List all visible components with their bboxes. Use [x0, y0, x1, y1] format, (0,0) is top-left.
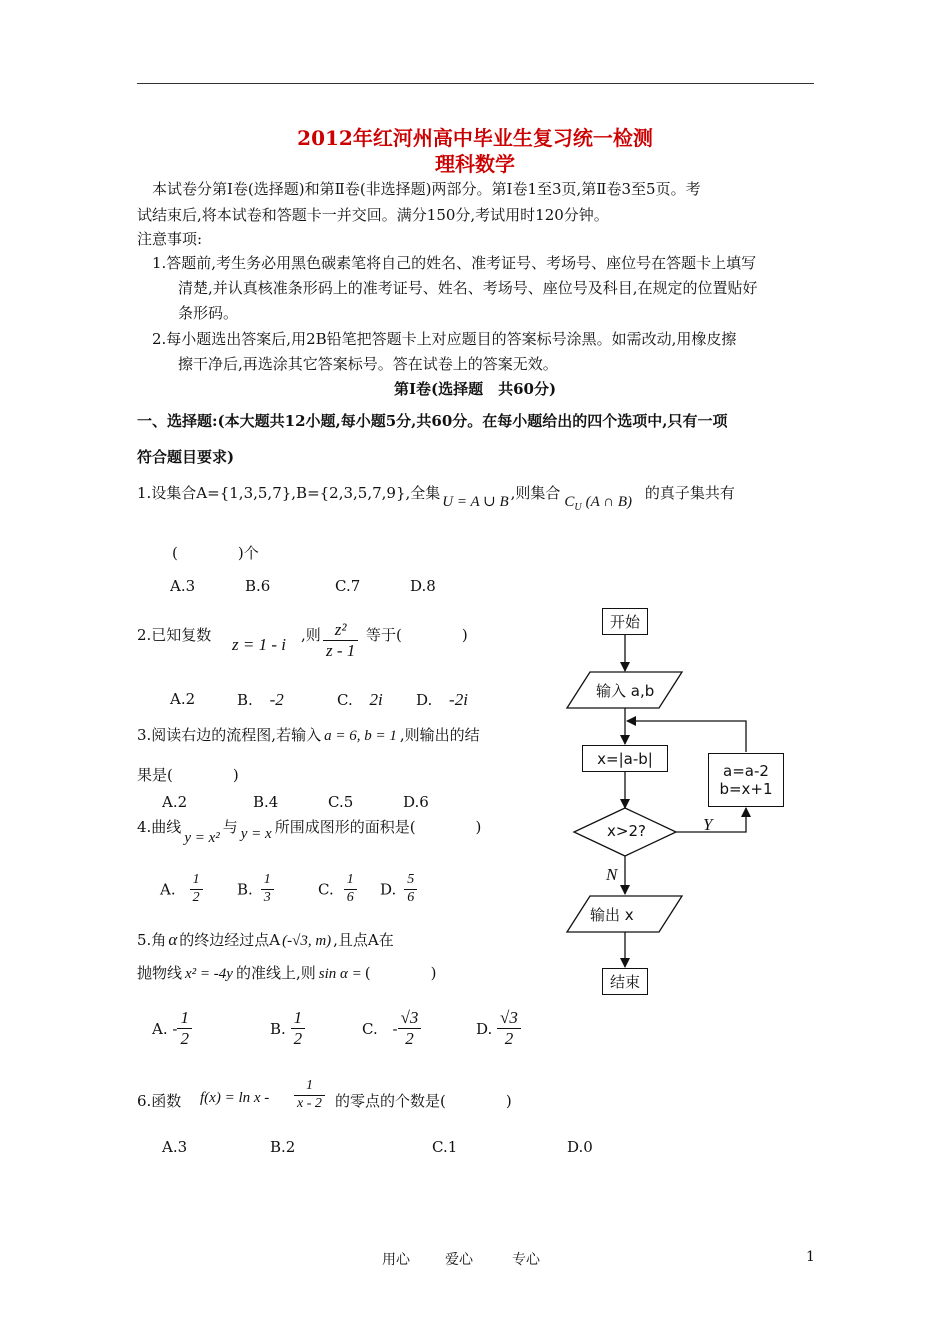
q2-math-z: z = 1 - i	[232, 635, 286, 654]
q5-option-a: A. - $\frac{1}{2}$	[152, 1008, 192, 1050]
q3-option-c: C.5	[328, 793, 354, 811]
q6-math-f: f(x) = ln x -	[200, 1090, 270, 1106]
q6-option-c: C.1	[432, 1138, 458, 1156]
q4-option-d: D. $\frac{5}{6}$	[380, 872, 417, 907]
note-1-line-3: 条形码。	[178, 304, 239, 322]
q2-text-c: 等于( )	[366, 626, 468, 644]
flowchart-condition: x>2?	[607, 822, 646, 840]
q1-option-c: C.7	[335, 577, 361, 595]
q1-option-b: B.6	[245, 577, 271, 595]
q6-option-b: B.2	[270, 1138, 296, 1156]
note-1-line-1: 1.答题前,考生务必用黑色碳素笔将自己的姓名、准考证号、考场号、座位号在答题卡上填写	[152, 254, 757, 272]
note-2-line-2: 擦干净后,再选涂其它答案标号。答在试卷上的答案无效。	[178, 355, 558, 373]
page-number: 1	[806, 1249, 815, 1265]
flowchart-update-b: b=x+1	[719, 780, 773, 798]
q5-option-b: B. $\frac{1}{2}$	[270, 1008, 305, 1050]
flowchart-start: 开始	[602, 608, 648, 635]
flowchart-no-label: N	[606, 865, 618, 884]
q3-line-2: 果是( )	[137, 766, 239, 784]
exam-title: 2012年红河州高中毕业生复习统一检测	[297, 126, 653, 150]
section-instruction-line-2: 符合题目要求)	[137, 448, 235, 466]
q1-math-complement: $C_U$ (A ∩ B)	[564, 494, 633, 513]
flowchart-end: 结束	[602, 968, 648, 995]
notes-heading: 注意事项:	[137, 230, 203, 248]
q1-option-d: D.8	[410, 577, 436, 595]
q2-fraction: $\frac{\text{z²}}{z - 1}$	[323, 620, 358, 662]
q1-answer-blank: ( )个	[172, 544, 259, 562]
flowchart-input: 输入 a,b	[596, 682, 655, 700]
q3-option-d: D.6	[403, 793, 429, 811]
question-3: 3.阅读右边的流程图,若输入 a = 6, b = 1 ,则输出的结	[137, 726, 480, 744]
question-5-line-2: 抛物线 x² = -4y 的准线上,则 sin α = ( )	[137, 964, 437, 982]
q1-math-universe: U = A ∪ B	[442, 494, 509, 510]
q2-option-d: D. -2i	[416, 690, 468, 709]
intro-line-1: 本试卷分第Ⅰ卷(选择题)和第Ⅱ卷(非选择题)两部分。第Ⅰ卷1至3页,第Ⅱ卷3至5页。考	[152, 180, 701, 198]
q6-option-a: A.3	[162, 1138, 188, 1156]
question-4: 4.曲线y = x²与 y = x 所围成图形的面积是( )	[137, 818, 482, 846]
q3-option-b: B.4	[253, 793, 279, 811]
flowchart-yes-label: Y	[703, 815, 713, 834]
q6-text-b: 的零点的个数是( )	[335, 1092, 512, 1110]
footer-motto-2: 爱心	[445, 1252, 473, 1268]
flowchart-update	[708, 753, 784, 807]
exam-subtitle: 理科数学	[435, 152, 515, 176]
section-instruction-line-1: 一、选择题:(本大题共12小题,每小题5分,共60分。在每小题给出的四个选项中,只有一项	[137, 412, 728, 430]
footer-motto-3: 专心	[512, 1252, 540, 1268]
q5-option-d: D. $\frac{√3}{2}$	[476, 1008, 521, 1050]
flowchart-output: 输出 x	[590, 906, 634, 924]
footer-motto-1: 用心	[382, 1252, 410, 1268]
q4-option-b: B. $\frac{1}{3}$	[237, 872, 274, 907]
q1-option-a: A.3	[170, 577, 196, 595]
note-1-line-2: 清楚,并认真核准条形码上的准考证号、姓名、考场号、座位号及科目,在规定的位置贴好	[178, 279, 758, 297]
q2-text-b: ,则	[301, 626, 321, 644]
q6-fraction: $\frac{1}{x - 2}$	[294, 1078, 325, 1113]
intro-line-2: 试结束后,将本试卷和答题卡一并交回。满分150分,考试用时120分钟。	[137, 206, 609, 224]
note-2-line-1: 2.每小题选出答案后,用2B铅笔把答题卡上对应题目的答案标号涂黑。如需改动,用橡皮擦	[152, 330, 737, 348]
q3-option-a: A.2	[162, 793, 188, 811]
q2-text-a: 2.已知复数	[137, 626, 212, 644]
q6-text-a: 6.函数	[137, 1092, 182, 1110]
q1-text-a: 1.设集合A={1,3,5,7},B={2,3,5,7,9},全集	[137, 484, 441, 502]
q4-option-c: C. $\frac{1}{6}$	[318, 872, 357, 907]
q2-option-a: A.2	[170, 690, 196, 708]
q5-option-c: C. - $\frac{√3}{2}$	[362, 1008, 421, 1050]
q1-text-c: 的真子集共有	[644, 484, 735, 502]
q2-option-b: B. -2	[237, 690, 284, 709]
flowchart-assign: x=|a-b|	[582, 745, 668, 772]
flowchart-update-a: a=a-2	[723, 762, 769, 780]
q1-text-b: ,则集合	[510, 484, 561, 502]
q4-option-a: A. $\frac{1}{2}$	[160, 872, 203, 907]
q6-option-d: D.0	[567, 1138, 593, 1156]
section-heading: 第Ⅰ卷(选择题 共60分)	[393, 380, 557, 398]
question-5-line-1: 5.角 α 的终边经过点A (-√3, m) ,且点A在	[137, 930, 394, 949]
q2-option-c: C. 2i	[337, 690, 383, 709]
